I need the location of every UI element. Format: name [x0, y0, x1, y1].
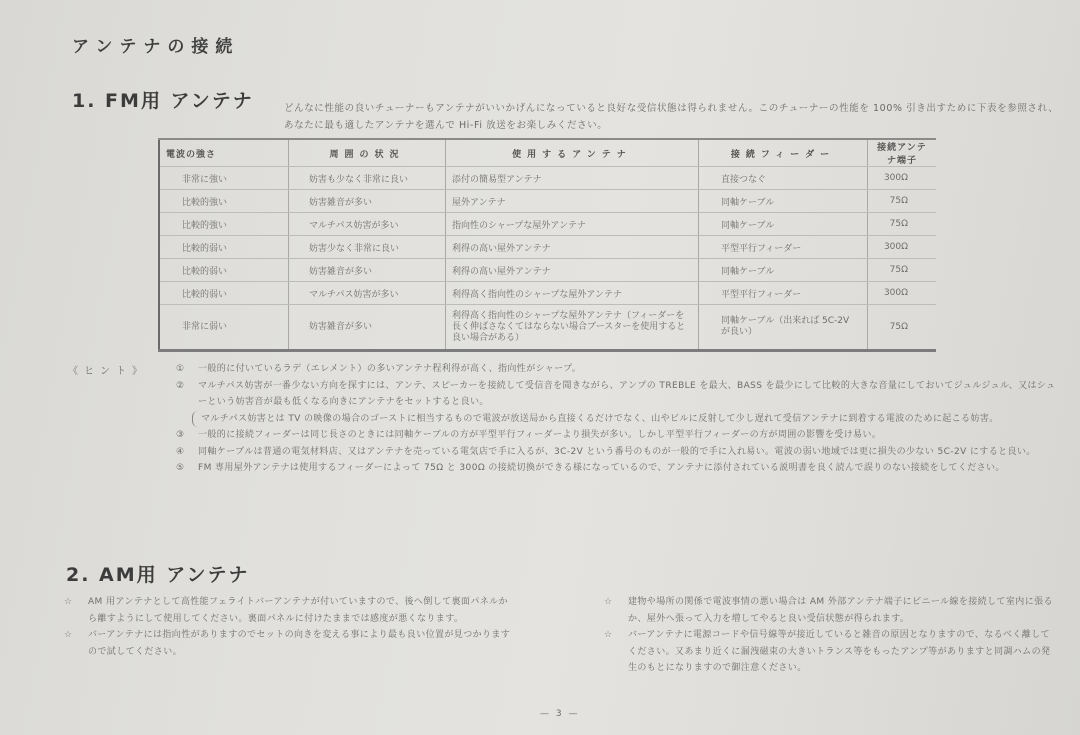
hint-item [176, 378, 1056, 411]
cell-surroundings: 妨害雑音が多い [289, 259, 446, 282]
header-feeder: 接続フィーダー [699, 139, 868, 167]
cell-surroundings: 妨害も少なく非常に良い [289, 167, 446, 190]
cell-surroundings: 妨害雑音が多い [289, 305, 446, 351]
table-header-row [159, 139, 936, 167]
cell-antenna: 利得の高い屋外アンテナ [446, 259, 699, 282]
hint-number: ⑤ [176, 463, 185, 473]
cell-terminal: 75Ω [868, 213, 937, 236]
table-row [159, 259, 936, 282]
star-icon: ☆ [64, 597, 73, 607]
table-row [159, 167, 936, 190]
am-note [604, 594, 1054, 627]
star-icon: ☆ [604, 630, 613, 640]
hint-item [176, 444, 1056, 461]
table-row [159, 236, 936, 259]
section1-intro: どんなに性能の良いチューナーもアンテナがいいかげんになっていると良好な受信状態は得られません。このチューナーの性能を 100% 引き出すために下表を参照され、あなたに最も適したアンテナを選んで Hi-Fi 放送をお楽しみください。 [284, 103, 1059, 131]
cell-feeder: 平型平行フィーダー [699, 236, 868, 259]
hint-item [176, 460, 1056, 477]
star-icon: ☆ [604, 597, 613, 607]
cell-antenna: 添付の簡易型アンテナ [446, 167, 699, 190]
header-antenna: 使用するアンテナ [446, 139, 699, 167]
am-notes-right [604, 594, 1054, 677]
table-row [159, 305, 936, 351]
am-note [64, 594, 514, 627]
cell-feeder: 同軸ケーブル [699, 213, 868, 236]
star-icon: ☆ [64, 630, 73, 640]
hints-label: 《ヒント》 [68, 366, 148, 377]
am-note [64, 627, 514, 660]
cell-antenna: 利得の高い屋外アンテナ [446, 236, 699, 259]
cell-strength: 比較的強い [159, 213, 289, 236]
hint-number: ④ [176, 446, 185, 457]
am-note-text: バーアンテナに電源コードや信号線等が接近していると雑音の原因となりますので、なるべく離してください。又あまり近くに漏洩磁束の大きいトランス等をもったアンプ等がありますと同調ハムの発生のもとになりますので御注意ください。 [628, 630, 1051, 673]
page-title: アンテナの接続 [72, 37, 240, 57]
cell-surroundings: マルチパス妨害が多い [289, 213, 446, 236]
cell-terminal: 75Ω [868, 259, 937, 282]
cell-antenna: 利得高く指向性のシャープな屋外アンテナ [446, 282, 699, 305]
cell-feeder: 直接つなぐ [699, 167, 868, 190]
am-notes-left [64, 594, 514, 660]
hint-number: ① [176, 364, 185, 374]
table-row [159, 282, 936, 305]
cell-strength: 比較的弱い [159, 282, 289, 305]
hint-note-multipath: マルチパス妨害とは TV の映像の場合のゴーストに相当するもので電波が放送局から直接くるだけでなく、山やビルに反射して少し遅れて受信アンテナに到着する電波のために起こる妨害。 [192, 411, 1056, 428]
cell-surroundings: 妨害雑音が多い [289, 190, 446, 213]
hints-list [176, 361, 1056, 477]
table-row [159, 213, 936, 236]
section2-title: 2. AM用 アンテナ [66, 564, 250, 586]
cell-strength: 非常に弱い [159, 305, 289, 351]
cell-terminal: 300Ω [868, 236, 937, 259]
hint-text: FM 専用屋外アンテナは使用するフィーダーによって 75Ω と 300Ω の接続切換ができる様になっているので、アンテナに添付されている説明書を良く読んで誤りのない接続をしてください。 [198, 463, 1005, 473]
header-surroundings: 周囲の状況 [289, 139, 446, 167]
cell-antenna: 指向性のシャープな屋外アンテナ [446, 213, 699, 236]
cell-feeder: 平型平行フィーダー [699, 282, 868, 305]
hint-item [176, 361, 1056, 378]
table-row [159, 190, 936, 213]
fm-antenna-table [158, 138, 936, 352]
header-terminal: 接続アンテナ端子 [868, 139, 937, 167]
hint-item [176, 427, 1056, 444]
cell-antenna: 屋外アンテナ [446, 190, 699, 213]
hint-number: ③ [176, 430, 185, 440]
hint-text: マルチパス妨害が一番少ない方向を探すには、アンテ、スピーカーを接続して受信音を聞きながら、アンプの TREBLE を最大、BASS を最少にして比較的大きな音量にしておいてジュルジュル、又はシューという妨害音が最も低くなる向きにアンテナをセットすると良い。 [198, 380, 1056, 407]
header-signal-strength: 電波の強さ [159, 139, 289, 167]
am-note-text: バーアンテナには指向性がありますのでセットの向きを変える事により最も良い位置が見つかりますので試してください。 [88, 630, 511, 657]
am-note-text: 建物や場所の関係で電波事情の悪い場合は AM 外部アンテナ端子にビニール線を接続して室内に張るか、屋外へ張って入力を増してやると良い受信状態が得られます。 [628, 597, 1053, 624]
hint-number: ② [176, 380, 185, 391]
section1-title: 1. FM用 アンテナ [72, 90, 254, 112]
cell-terminal: 75Ω [868, 305, 937, 351]
cell-feeder: 同軸ケーブル [699, 259, 868, 282]
cell-feeder: 同軸ケーブル [699, 190, 868, 213]
am-note [604, 627, 1054, 677]
cell-terminal: 300Ω [868, 282, 937, 305]
cell-strength: 比較的強い [159, 190, 289, 213]
cell-strength: 比較的弱い [159, 236, 289, 259]
cell-terminal: 75Ω [868, 190, 937, 213]
hint-text: 一般的に接続フィーダーは同じ長さのときには同軸ケーブルの方が平型平行フィーダーより損失が多い。しかし平型平行フィーダーの方が周囲の影響を受け易い。 [198, 430, 882, 440]
hint-text: 一般的に付いているラデ（エレメント）の多いアンテナ程利得が高く、指向性がシャープ。 [198, 364, 582, 374]
cell-strength: 比較的弱い [159, 259, 289, 282]
page-number: — 3 — [540, 709, 580, 719]
cell-surroundings: マルチパス妨害が多い [289, 282, 446, 305]
am-note-text: AM 用アンテナとして高性能フェライトバーアンテナが付いていますので、後へ倒して裏面パネルから離すようにして使用してください。裏面パネルに付けたままでは感度が悪くなります。 [88, 597, 508, 624]
hint-text: 同軸ケーブルは普通の電気材料店、又はアンテナを売っている電気店で手に入るが、3C-2V という番号のものが一般的で手に入れ易い。電波の弱い地域では更に損失の少ない 5C-2V にすると良い。 [198, 446, 1036, 457]
cell-antenna: 利得高く指向性のシャープな屋外アンテナ（フィーダーを長く伸ばさなくてはならない場合ブースターを使用すると良い場合がある） [446, 305, 699, 351]
cell-feeder: 同軸ケーブル（出来れば 5C-2V が良い） [699, 305, 868, 351]
cell-strength: 非常に強い [159, 167, 289, 190]
cell-terminal: 300Ω [868, 167, 937, 190]
cell-surroundings: 妨害少なく非常に良い [289, 236, 446, 259]
